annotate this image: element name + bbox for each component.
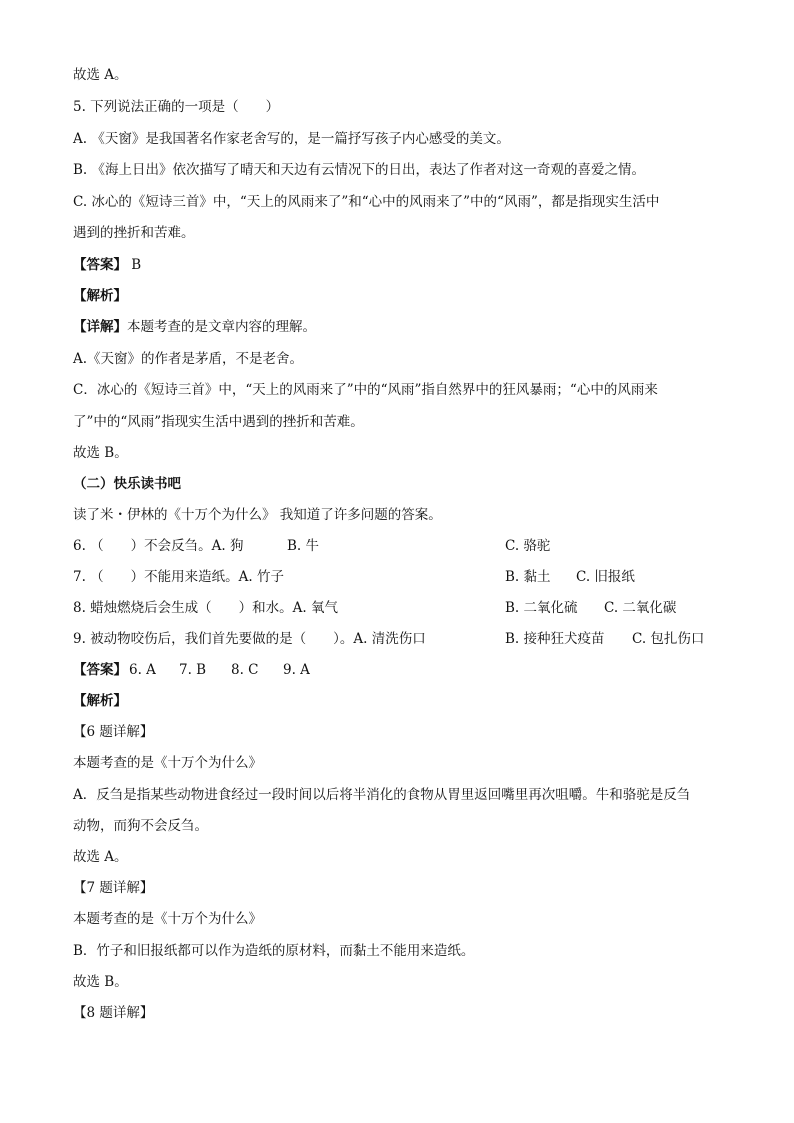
option-c: C. 骆驼 [505,538,551,554]
question-5-option-c-cont: 遇到的挫折和苦难。 [73,225,195,241]
question-5-option-a: A. 《天窗》是我国著名作家老舍写的，是一篇抒写孩子内心感受的美文。 [73,131,510,147]
answer-item: 9. A [283,662,310,678]
detail-tag: 【详解】 [73,319,127,335]
option-c: C. 二氧化碳 [604,600,677,616]
option-b: B. 接种狂犬疫苗 [505,631,605,647]
answer-item: 7. B [179,662,207,678]
analysis-tag: 【解析】 [73,693,127,709]
question-5-option-c: C. 冰心的《短诗三首》中，“天上的风雨来了”和“心中的风雨来了”中的“风雨”，都是指现实生活中 [73,194,660,210]
detail-text: 本题考查的是《十万个为什么》 [73,755,262,771]
option-b: B. 黏土 [505,569,551,585]
explanation-c-cont: 了”中的“风雨”指现实生活中遇到的挫折和苦难。 [73,414,364,430]
conclusion-text: 故选 B。 [73,974,128,990]
option-c: C. 包扎伤口 [632,631,705,647]
answer-item: 6. A [129,662,156,678]
conclusion-text: 故选 A。 [73,67,128,83]
answer-item: 8. C [231,662,259,678]
explanation-a: A．反刍是指某些动物进食经过一段时间以后将半消化的食物从胃里返回嘴里再次咀嚼。牛和骆驼是反刍 [73,787,691,803]
answer-row-5 [73,256,141,274]
detail-heading-7: 【7 题详解】 [73,880,154,896]
question-stem: 9. 被动物咬伤后，我们首先要做的是（ ）。A. 清洗伤口 [73,631,426,647]
explanation-a-cont: 动物，而狗不会反刍。 [73,818,208,834]
section-heading: （二）快乐读书吧 [73,476,181,492]
option-c: C. 旧报纸 [576,569,635,585]
explanation-a: A.《天窗》的作者是茅盾，不是老舍。 [73,351,304,367]
section-intro: 读了米・伊林的《十万个为什么》 我知道了许多问题的答案。 [73,507,442,523]
question-5-option-b: B. 《海上日出》依次描写了晴天和天边有云情况下的日出，表达了作者对这一奇观的喜爱之情。 [73,162,646,178]
question-stem: 6. （ ）不会反刍。A. 狗 [73,538,244,554]
detail-text: 本题考查的是文章内容的理解。 [127,319,316,335]
option-b: B. 牛 [287,538,320,554]
detail-heading-6: 【6 题详解】 [73,724,154,740]
analysis-tag: 【解析】 [73,288,127,304]
answer-tag: 【答案】 [73,662,127,678]
detail-heading-8: 【8 题详解】 [73,1005,154,1021]
conclusion-text: 故选 B。 [73,445,128,461]
explanation-c: C．冰心的《短诗三首》中，“天上的风雨来了”中的“风雨”指自然界中的狂风暴雨；“心中的风雨来 [73,382,658,398]
answer-value: B [131,257,142,273]
detail-text: 本题考查的是《十万个为什么》 [73,911,262,927]
option-b: B. 二氧化硫 [505,600,578,616]
question-5-stem: 5. 下列说法正确的一项是（ ） [73,99,280,115]
detail-row-5 [73,318,316,336]
conclusion-text: 故选 A。 [73,849,128,865]
question-stem: 7. （ ）不能用来造纸。A. 竹子 [73,569,285,585]
explanation-b: B．竹子和旧报纸都可以作为造纸的原材料，而黏土不能用来造纸。 [73,943,475,959]
answer-tag: 【答案】 [73,257,127,273]
question-stem: 8. 蜡烛燃烧后会生成（ ）和水。A. 氧气 [73,600,339,616]
